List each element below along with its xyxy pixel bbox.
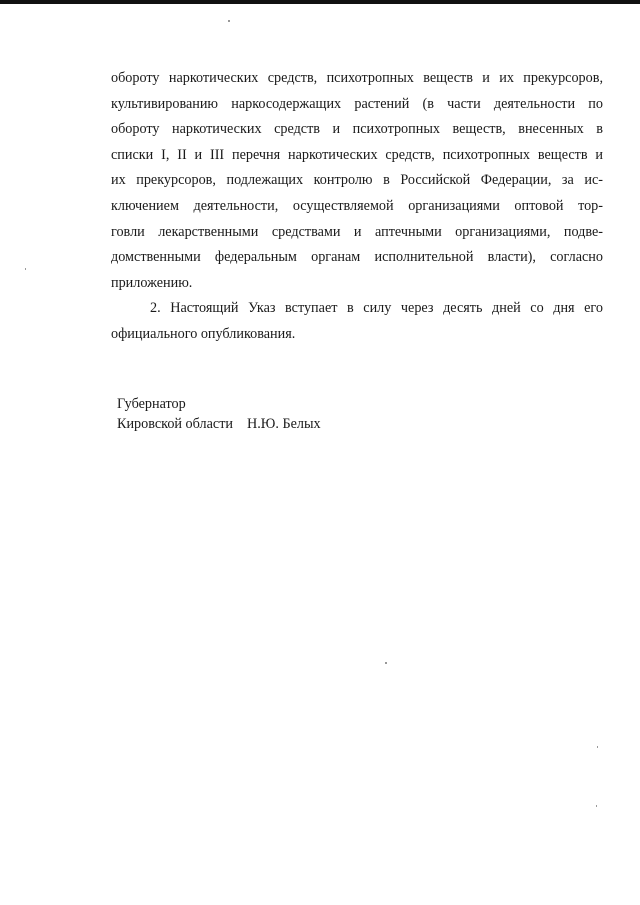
body-line: ключением деятельности, осуществляемой организациями оптовой тор- [111, 197, 603, 214]
body-line: домственными федеральным органам исполнительной власти), согласно [111, 249, 603, 266]
scan-top-edge [0, 0, 640, 4]
scan-speck [596, 805, 597, 807]
scan-speck [385, 662, 387, 664]
scan-speck [597, 746, 598, 748]
scan-speck [25, 268, 26, 270]
body-line: говли лекарственными средствами и аптечными организациями, подве- [111, 223, 603, 240]
body-line: приложению. [111, 274, 193, 291]
scan-speck [228, 20, 230, 22]
body-line: списки I, II и III перечня наркотических средств, психотропных веществ и [111, 146, 603, 163]
signature-region: Кировской области [117, 416, 233, 432]
body-line: обороту наркотических средств, психотропных веществ и их прекурсоров, [111, 70, 603, 86]
item-2-line: официального опубликования. [111, 325, 296, 342]
signature-name: Н.Ю. Белых [247, 416, 321, 432]
body-line: культивированию наркосодержащих растений (в части деятельности по [111, 95, 603, 112]
body-line: обороту наркотических средств и психотропных веществ, внесенных в [111, 121, 603, 138]
item-2-line: 2. Настоящий Указ вступает в силу через десять дней со дня его [150, 300, 603, 317]
signature-block [117, 394, 321, 434]
document-body [111, 66, 603, 348]
body-line: их прекурсоров, подлежащих контролю в Российской Федерации, за ис- [111, 172, 603, 189]
signature-position: Губернатор [117, 396, 186, 412]
signature-region-line [117, 414, 321, 434]
